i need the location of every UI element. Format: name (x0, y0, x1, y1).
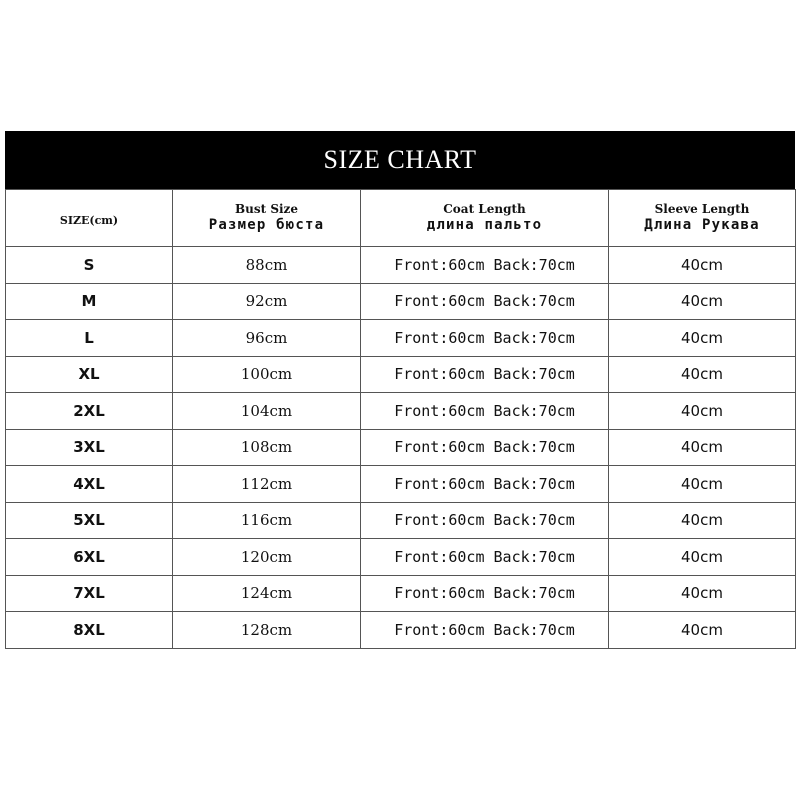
sleeve-cell: 40cm (609, 320, 796, 357)
table-row (6, 247, 796, 284)
header-sleeve-ru: Длина Рукава (644, 217, 760, 233)
header-bust-ru: Размер бюста (208, 217, 325, 233)
coat-cell: Front:60cm Back:70cm (361, 502, 609, 539)
size-cell: XL (6, 356, 173, 393)
table-row (6, 612, 796, 649)
table-row (6, 356, 796, 393)
coat-cell: Front:60cm Back:70cm (361, 539, 609, 576)
size-table (5, 189, 796, 649)
bust-cell: 108cm (173, 429, 361, 466)
size-cell: 3XL (6, 429, 173, 466)
sleeve-cell: 40cm (609, 612, 796, 649)
header-bust-en: Bust Size (234, 202, 299, 216)
table-row (6, 320, 796, 357)
header-coat-en: Coat Length (443, 202, 526, 216)
size-cell: 5XL (6, 502, 173, 539)
sleeve-cell: 40cm (609, 356, 796, 393)
size-chart (5, 131, 795, 649)
bust-cell: 120cm (173, 539, 361, 576)
size-cell: 6XL (6, 539, 173, 576)
sleeve-cell: 40cm (609, 283, 796, 320)
table-row (6, 283, 796, 320)
sleeve-cell: 40cm (609, 466, 796, 503)
size-cell: S (6, 247, 173, 284)
header-size (6, 190, 173, 247)
table-row (6, 539, 796, 576)
bust-cell: 88cm (173, 247, 361, 284)
size-cell: 4XL (6, 466, 173, 503)
header-coat-ru: длина пальто (426, 217, 543, 233)
bust-cell: 100cm (173, 356, 361, 393)
coat-cell: Front:60cm Back:70cm (361, 320, 609, 357)
coat-cell: Front:60cm Back:70cm (361, 429, 609, 466)
size-cell: 2XL (6, 393, 173, 430)
size-cell: L (6, 320, 173, 357)
coat-cell: Front:60cm Back:70cm (361, 393, 609, 430)
bust-cell: 104cm (173, 393, 361, 430)
table-row (6, 429, 796, 466)
table-row (6, 393, 796, 430)
sleeve-cell: 40cm (609, 247, 796, 284)
size-cell: 7XL (6, 575, 173, 612)
header-size-label: SIZE(cm) (59, 213, 119, 227)
table-row (6, 575, 796, 612)
bust-cell: 116cm (173, 502, 361, 539)
bust-cell: 112cm (173, 466, 361, 503)
header-sleeve-en: Sleeve Length (654, 202, 750, 216)
header-bust (173, 190, 361, 247)
sleeve-cell: 40cm (609, 502, 796, 539)
coat-cell: Front:60cm Back:70cm (361, 356, 609, 393)
size-cell: M (6, 283, 173, 320)
size-table-body (6, 190, 796, 649)
bust-cell: 124cm (173, 575, 361, 612)
sleeve-cell: 40cm (609, 539, 796, 576)
header-sleeve (609, 190, 796, 247)
chart-title: SIZE CHART (5, 131, 795, 189)
size-cell: 8XL (6, 612, 173, 649)
sleeve-cell: 40cm (609, 429, 796, 466)
table-header-row (6, 190, 796, 247)
coat-cell: Front:60cm Back:70cm (361, 283, 609, 320)
sleeve-cell: 40cm (609, 575, 796, 612)
bust-cell: 96cm (173, 320, 361, 357)
bust-cell: 92cm (173, 283, 361, 320)
coat-cell: Front:60cm Back:70cm (361, 466, 609, 503)
header-coat (361, 190, 609, 247)
coat-cell: Front:60cm Back:70cm (361, 247, 609, 284)
coat-cell: Front:60cm Back:70cm (361, 575, 609, 612)
table-row (6, 466, 796, 503)
sleeve-cell: 40cm (609, 393, 796, 430)
table-row (6, 502, 796, 539)
bust-cell: 128cm (173, 612, 361, 649)
coat-cell: Front:60cm Back:70cm (361, 612, 609, 649)
